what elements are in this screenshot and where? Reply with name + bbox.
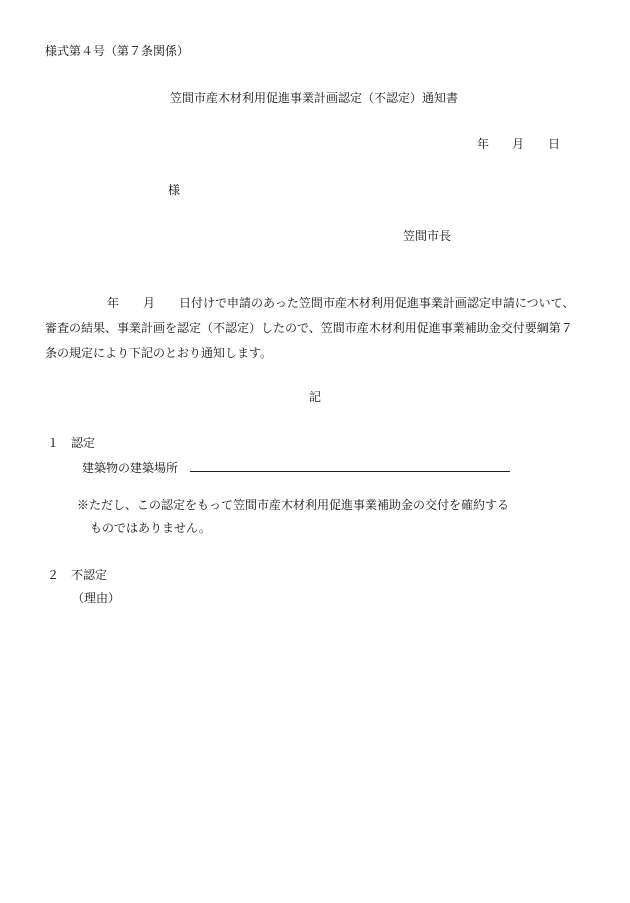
date-month: 月 bbox=[512, 137, 525, 151]
approval-note-line-2: ものではありません。 bbox=[90, 521, 211, 535]
form-number: 様式第４号（第７条関係） bbox=[45, 44, 190, 58]
section-1-heading: １ 認定 bbox=[47, 436, 96, 450]
body-month: 月 bbox=[143, 296, 156, 310]
body-line-3: 条の規定により下記のとおり通知します。 bbox=[45, 346, 273, 360]
building-location-field[interactable] bbox=[190, 471, 510, 472]
document-title: 笠間市産木材利用促進事業計画認定（不認定）通知書 bbox=[170, 91, 459, 105]
approval-note-line-1: ※ただし、この認定をもって笠間市産木材利用促進事業補助金の交付を確約する bbox=[77, 498, 510, 512]
body-line-2: 審査の結果、事業計画を認定（不認定）したので、笠間市産木材利用促進事業補助金交付要綱第７ bbox=[45, 321, 573, 335]
issuer: 笠間市長 bbox=[403, 229, 452, 243]
body-line-1: 日付けで申請のあった笠間市産木材利用促進事業計画認定申請について、 bbox=[179, 296, 575, 310]
reason-label: （理由） bbox=[72, 591, 121, 605]
building-location-label: 建築物の建築場所 bbox=[82, 461, 179, 475]
ki-heading: 記 bbox=[309, 390, 322, 404]
section-2-heading: ２ 不認定 bbox=[47, 568, 108, 582]
body-year: 年 bbox=[107, 296, 120, 310]
date-year: 年 bbox=[477, 137, 490, 151]
addressee-suffix: 様 bbox=[168, 183, 181, 197]
date-day: 日 bbox=[548, 137, 561, 151]
